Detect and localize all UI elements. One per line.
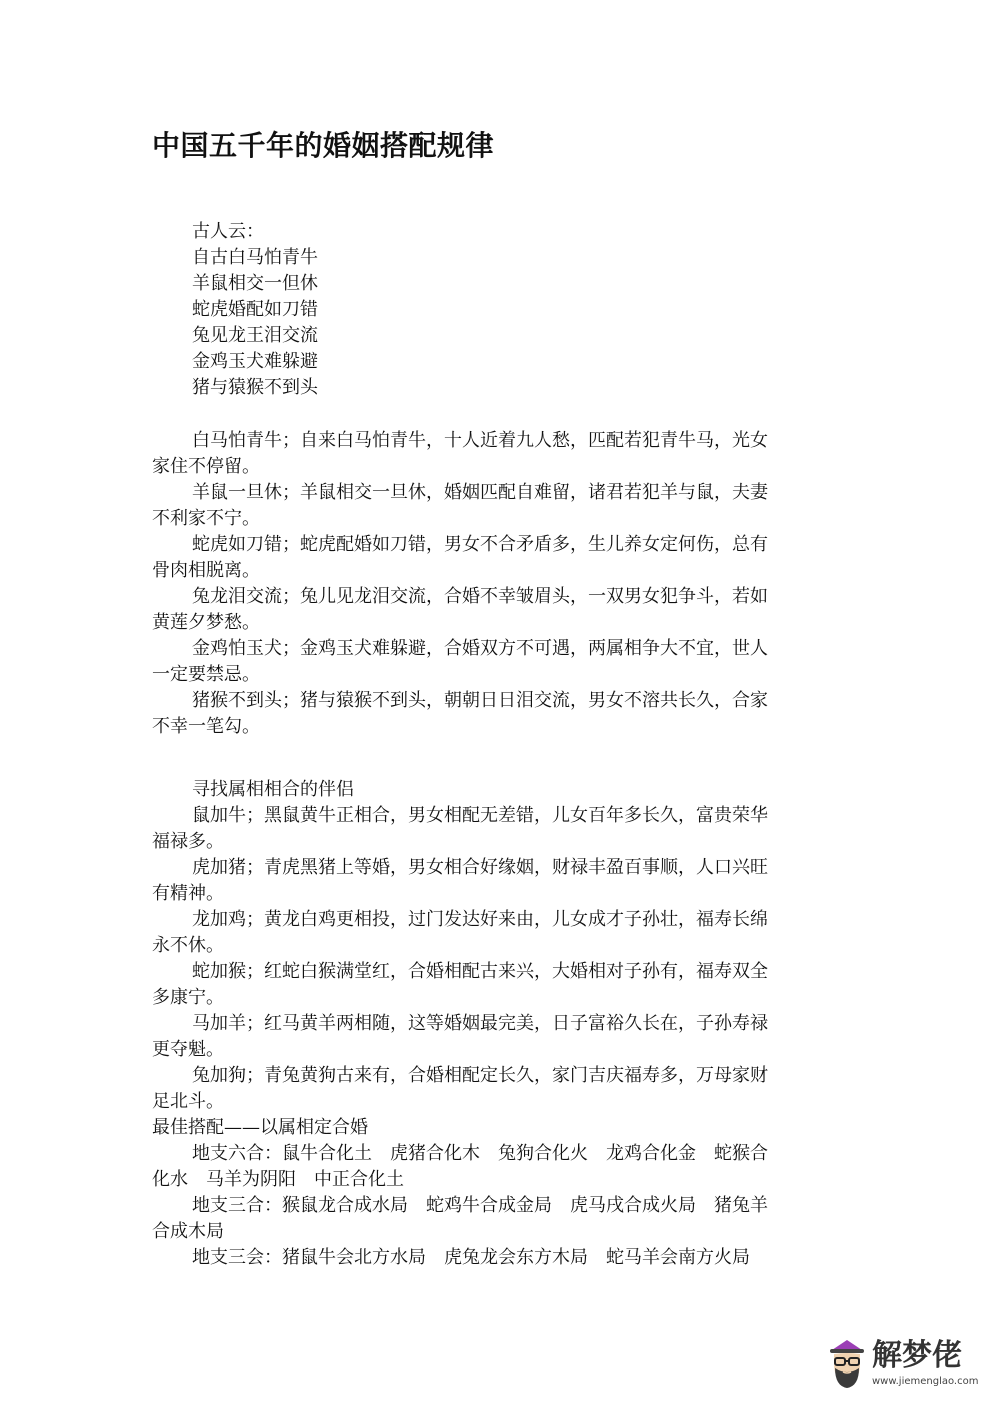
paragraph-line: 黄莲夕梦愁。: [152, 612, 260, 633]
poem-line: 蛇虎婚配如刀错: [192, 299, 318, 320]
poem-line: 猪与猿猴不到头: [192, 377, 318, 398]
watermark-logo: [826, 1336, 979, 1392]
paragraph-line: 地支三会：猪鼠牛会北方水局 虎兔龙会东方木局 蛇马羊会南方火局: [192, 1247, 750, 1268]
paragraph-line: 更夺魁。: [152, 1039, 224, 1060]
paragraph-line: 蛇加猴；红蛇白猴满堂红，合婚相配古来兴，大婚相对子孙有，福寿双全: [192, 961, 768, 982]
paragraph-line: 虎加猪；青虎黑猪上等婚，男女相合好缘姻，财禄丰盈百事顺，人口兴旺: [192, 857, 768, 878]
section-heading: 寻找属相相合的伴侣: [192, 779, 354, 800]
bearded-face-logo-icon: [826, 1336, 868, 1392]
paragraph-line: 永不休。: [152, 935, 224, 956]
paragraph-line: 多康宁。: [152, 987, 224, 1008]
paragraph-line: 福禄多。: [152, 831, 224, 852]
poem-line: 金鸡玉犬难躲避: [192, 351, 318, 372]
paragraph-line: 蛇虎如刀错；蛇虎配婚如刀错，男女不合矛盾多，生儿养女定何伤，总有: [192, 534, 768, 555]
poem-line: 古人云：: [192, 221, 264, 242]
paragraph-line: 龙加鸡；黄龙白鸡更相投，过门发达好来由，儿女成才子孙壮，福寿长绵: [192, 909, 768, 930]
paragraph-line: 不利家不宁。: [152, 508, 260, 529]
paragraph-line: 马加羊；红马黄羊两相随，这等婚姻最完美，日子富裕久长在，子孙寿禄: [192, 1013, 768, 1034]
paragraph-line: 足北斗。: [152, 1091, 224, 1112]
paragraph-line: 不幸一笔勾。: [152, 716, 260, 737]
paragraph-line: 一定要禁忌。: [152, 664, 260, 685]
paragraph-line: 鼠加牛；黑鼠黄牛正相合，男女相配无差错，儿女百年多长久，富贵荣华: [192, 805, 768, 826]
paragraph-line: 兔龙泪交流；兔儿见龙泪交流，合婚不幸皱眉头，一双男女犯争斗，若如: [192, 586, 768, 607]
paragraph-line: 家住不停留。: [152, 456, 260, 477]
watermark-name: 解梦佬: [872, 1338, 962, 1373]
paragraph-line: 兔加狗；青兔黄狗古来有，合婚相配定长久，家门吉庆福寿多，万母家财: [192, 1065, 768, 1086]
page-title: 中国五千年的婚姻搭配规律: [152, 129, 495, 162]
paragraph-line: 羊鼠一旦休；羊鼠相交一旦休，婚姻匹配自难留，诸君若犯羊与鼠，夫妻: [192, 482, 768, 503]
paragraph-line: 地支三合：猴鼠龙合成水局 蛇鸡牛合成金局 虎马戌合成火局 猪兔羊: [192, 1195, 768, 1216]
poem-line: 兔见龙王泪交流: [192, 325, 318, 346]
section-heading: 最佳搭配——以属相定合婚: [152, 1117, 368, 1138]
paragraph-line: 金鸡怕玉犬；金鸡玉犬难躲避，合婚双方不可遇，两属相争大不宜，世人: [192, 638, 768, 659]
poem-line: 羊鼠相交一但休: [192, 273, 318, 294]
paragraph-line: 合成木局: [152, 1221, 224, 1242]
paragraph-line: 地支六合：鼠牛合化土 虎猪合化木 兔狗合化火 龙鸡合化金 蛇猴合: [192, 1143, 768, 1164]
paragraph-line: 化水 马羊为阴阳 中正合化土: [152, 1169, 404, 1190]
watermark-url: www.jiemenglao.com: [872, 1376, 979, 1387]
paragraph-line: 白马怕青牛；自来白马怕青牛，十人近着九人愁，匹配若犯青牛马，光女: [192, 430, 768, 451]
paragraph-line: 骨肉相脱离。: [152, 560, 260, 581]
paragraph-line: 有精神。: [152, 883, 224, 904]
poem-line: 自古白马怕青牛: [192, 247, 318, 268]
paragraph-line: 猪猴不到头；猪与猿猴不到头，朝朝日日泪交流，男女不溶共长久，合家: [192, 690, 768, 711]
